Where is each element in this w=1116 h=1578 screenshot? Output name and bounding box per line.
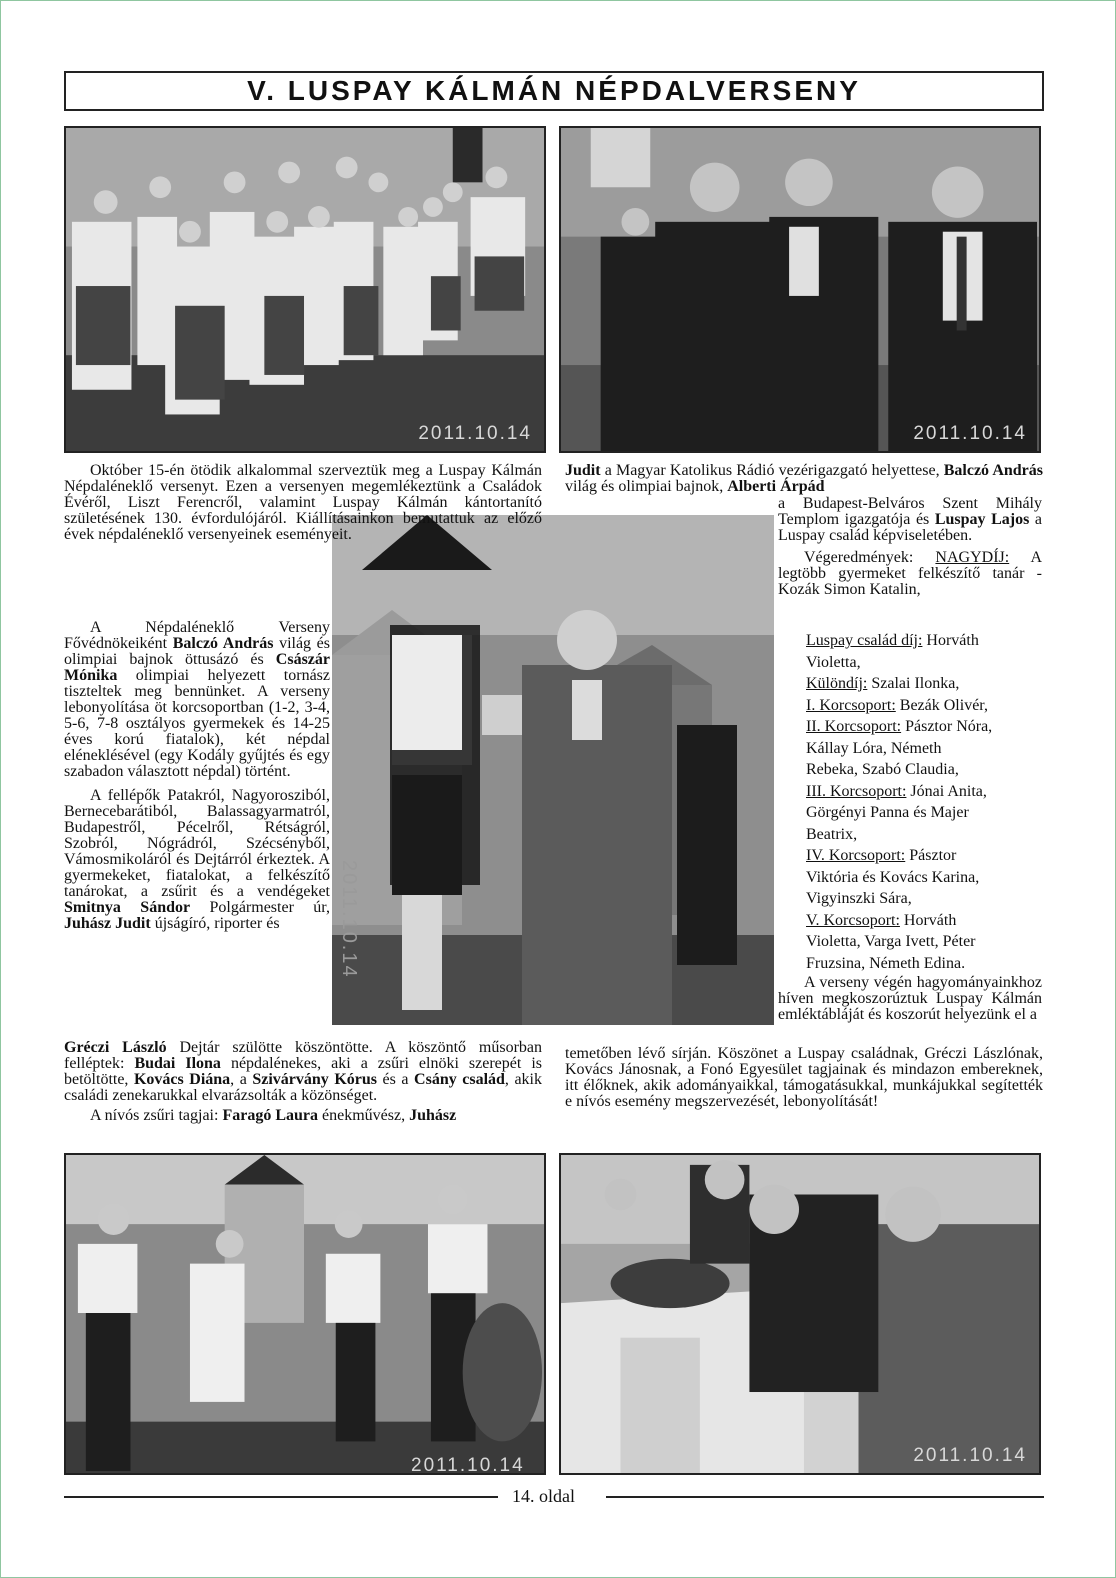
result-winners: Horváth — [922, 632, 979, 649]
paragraph-jury-tail: a Budapest-Belváros Szent Mihály Templom igazgatója és Luspay Lajos a Luspay család képviseletében. — [778, 495, 1042, 544]
photo-date-stamp: 2011.10.14 — [418, 423, 532, 444]
result-winners: Fruzsina, Németh Edina. — [806, 954, 966, 972]
result-winners: Pásztor — [905, 847, 957, 864]
paragraph-closing-end: temetőben lévő sírján. Köszönet a Luspay családnak, Gréczi Lászlónak, Kovács Jánosnak, a Fonó Egyesület tagjainak és mindazon embereknek, itt élőknek, akik adományaikkal, támogatásukkal, munkájukkal segítették e nívós esemény megszervezését, lebonyolítását! — [565, 1045, 1043, 1110]
paragraph-performers: A fellépők Patakról, Nagyorosziból, Bernecebarátiból, Balassagyarmatról, Budapestről, Pécelről, Rétságról, Szobról, Nógrádról, Szécsényből, Vámosmikoláról és Dejtárról érkeztek. A gyermekeket, fiatalokat, a felkészítő tanárokat, a zsűrit és a vendégeket Smitnya Sándor Polgármester úr, Juhász Judit újságíró, riporter és — [64, 787, 330, 932]
paragraph-intro: Október 15-én ötödik alkalommal szerveztük meg a Luspay Kálmán Népdaléneklő versenyt. Ezen a versenyen megemlékeztünk a Családok Évéről, Liszt Ferencről, valamint Luspay Kálmán kántortanító születésének 130. évfordulójáról. Kiállításainkon bemutattuk az előző évek népdaléneklő versenyeinek eseményeit. — [64, 462, 542, 543]
results-list — [806, 630, 1046, 974]
photo-guests — [559, 126, 1041, 453]
result-item — [806, 630, 1046, 673]
result-winners: Violetta, Varga Ivett, Péter — [806, 933, 976, 950]
footer-rule-right — [606, 1496, 1044, 1498]
result-winners: Pásztor Nóra, — [901, 718, 993, 735]
paragraph-jury: A nívós zsűri tagjai: Faragó Laura énekművész, Juhász — [90, 1107, 457, 1124]
result-item — [806, 845, 1046, 910]
photo-children-choir — [64, 126, 546, 453]
footer-rule-left — [64, 1496, 498, 1498]
result-winners: Szalai Ilonka, — [867, 675, 960, 692]
result-item — [806, 673, 1046, 695]
paragraph-patrons: A Népdaléneklő Verseny Fővédnökeiként Balczó András világ és olimpiai bajnok öttusázó és Császár Mónika olimpiai helyezett tornász tiszteltek meg bennünket. A verseny lebonyolítása öt korcsoportban (1-2, 3-4, 5-6, 7-8 osztályos gyermekek és 14-25 éves korú fiatalok), két népdal eléneklésével (egy Kodály gyűjtés és egy szabadon választott népdal) történt. — [64, 619, 330, 780]
right-column-narrow-text — [778, 496, 1042, 598]
paragraph-jury-cont: Judit a Magyar Katolikus Rádió vezérigazgató helyettese, Balczó András világ és olimpiai bajnok, Alberti Árpád — [565, 462, 1044, 495]
paragraph-results-intro: Végeredmények: NAGYDÍJ: A legtöbb gyermeket felkészítő tanár - Kozák Simon Katalin, — [778, 549, 1043, 598]
photo-award — [332, 515, 774, 1025]
page-number: 14. oldal — [512, 1486, 575, 1506]
result-winners: Bezák Olivér, — [895, 696, 988, 714]
photo-date-stamp: 2011.10.14 — [338, 860, 360, 979]
result-winners: Rebeka, Szabó Claudia, — [806, 761, 959, 778]
title-banner — [64, 71, 1044, 111]
result-item — [806, 781, 1046, 846]
photo-date-stamp: 2011.10.14 — [411, 1455, 525, 1475]
photo-date-stamp: 2011.10.14 — [913, 423, 1027, 444]
result-category: Luspay család díj: — [806, 632, 923, 649]
paragraph-welcome: Gréczi László Dejtár szülötte köszöntötte. A köszöntő műsorban felléptek: Budai Ilona népdalénekes, aki a zsűri elnöki szerepét is betöltötte, Kovács Diána, a Szivárvány Kórus és a Csány család, akik családi zenekarukkal elvarázsolták a közönséget. — [64, 1039, 543, 1104]
result-winners: Viktória és Kovács Karina, — [806, 868, 980, 886]
photo-musicians — [64, 1153, 546, 1475]
result-category: III. Korcsoport: — [806, 782, 907, 800]
result-winners: Kállay Lóra, Németh — [806, 739, 942, 757]
result-winners: Jónai Anita, — [906, 782, 987, 800]
result-winners: Horváth — [899, 911, 957, 929]
result-category: IV. Korcsoport: — [806, 847, 906, 864]
result-category: I. Korcsoport: — [806, 696, 896, 714]
right-column-closing-lower — [565, 1046, 1043, 1110]
result-winners: Beatrix, — [806, 825, 858, 843]
result-item — [806, 695, 1046, 717]
result-category: V. Korcsoport: — [806, 911, 900, 929]
result-winners: Violetta, — [806, 653, 861, 671]
photo-date-stamp: 2011.10.14 — [913, 1445, 1027, 1466]
right-column-closing-upper — [778, 975, 1042, 1023]
left-column-lower-text — [64, 1040, 542, 1124]
left-column-text — [64, 463, 542, 543]
result-winners: Vigyinszki Sára, — [806, 890, 912, 907]
left-column-narrow-text — [64, 620, 330, 932]
photo-jury — [559, 1153, 1041, 1475]
paragraph-closing-start: A verseny végén hagyományainkhoz híven megkoszorúztuk Luspay Kálmán emléktábláját és koszorút helyezünk el a — [778, 974, 1042, 1023]
result-category: II. Korcsoport: — [806, 718, 902, 735]
result-item — [806, 716, 1046, 781]
right-column-top-text — [565, 463, 1043, 495]
result-winners: Görgényi Panna és Majer — [806, 804, 969, 821]
page-title: V. LUSPAY KÁLMÁN NÉPDALVERSENY — [247, 75, 861, 106]
result-item — [806, 910, 1046, 975]
result-category: Különdíj: — [806, 675, 868, 692]
